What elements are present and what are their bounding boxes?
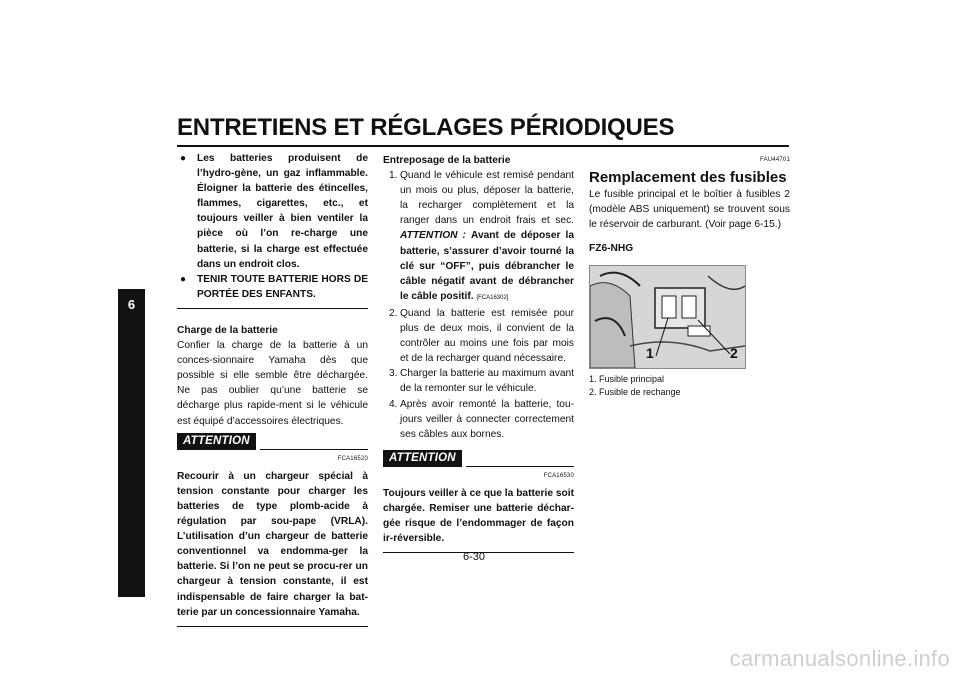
bullet-icon: ● xyxy=(180,153,187,164)
warning-list xyxy=(177,151,368,302)
attention-header xyxy=(177,433,368,450)
chapter-tab: 6 xyxy=(118,289,145,597)
attention-inline-label: ATTENTION : xyxy=(400,230,466,242)
attention-code: FCA16520 xyxy=(337,455,368,462)
divider xyxy=(177,308,368,309)
fuse-illustration xyxy=(590,266,745,368)
attention-inline-text: Avant de déposer la batterie, s’assurer d’avoir tourné la clé sur “OFF”, puis débrancher le câble négatif avant de débrancher le câble positif. xyxy=(400,230,574,302)
attention-header xyxy=(383,450,574,467)
divider xyxy=(177,626,368,627)
attention-text: Toujours veiller à ce que la batterie soit chargée. Remiser une batterie déchar-gée risque de l’endommager de façon ir-réversible. xyxy=(383,487,574,545)
figure-captions xyxy=(589,373,790,399)
watermark: carmanualsonline.info xyxy=(729,646,950,671)
section-text: Le fusible principal et le boîtier à fusibles 2 (modèle ABS uniquement) se trouvent sous le réservoir de carburant. (Voir page 6-15.) xyxy=(589,189,790,231)
caption-item: 2. Fusible de rechange xyxy=(589,386,681,397)
section-title: Remplacement des fusibles xyxy=(589,169,787,187)
attention-code: FCA16530 xyxy=(543,472,574,479)
warning-item: ● Les batteries produisent de l’hydro-gène, un gaz inflammable. Éloigner la batterie des étincelles, flammes, cigarettes, etc., et toujours veiller à bien ventiler la pièce où l’on re-charge une batterie, si la charge est effectuée dans un endroit clos. xyxy=(180,153,368,270)
column-1 xyxy=(177,151,368,633)
list-item: 1. Quand le véhicule est remisé pendant un mois ou plus, déposer la batterie, la recharger complètement et la ranger dans un endroit frais et sec. ATTENTION : Avant de déposer la batterie, s’assurer d’avoir tourné la clé sur “OFF”, puis débrancher le câble négatif avant de débrancher le câble positif. [FCA16302] xyxy=(389,170,574,302)
callout-2: 2 xyxy=(730,344,738,361)
storage-steps xyxy=(383,168,574,442)
attention-badge: ATTENTION xyxy=(383,450,462,467)
page-number: 6-30 xyxy=(463,551,486,563)
list-item: 2. Quand la batterie est remisée pour plus de deux mois, il convient de la contrôler au moins une fois par mois et de la recharger quand nécessaire. xyxy=(389,307,574,365)
list-item: 3. Charger la batterie au maximum avant de la remonter sur le véhicule. xyxy=(389,368,574,395)
fuse-photo xyxy=(589,265,746,369)
attention-text: Recourir à un chargeur spécial à tension constante pour charger les batteries de type plomb-acide à régulation par sou-pape (VRLA). L’utilisation d’un chargeur de batterie conventionnel va endomma-ger la batterie. Si l’on ne peut se procu-rer un chargeur à tension constante, il est indispensable de faire charger la bat-terie par un concessionnaire Yamaha. xyxy=(177,470,368,618)
column-2 xyxy=(383,151,574,559)
storage-heading: Entreposage de la batterie xyxy=(383,155,511,166)
bullet-icon: ● xyxy=(180,273,187,285)
charge-text: Confier la charge de la batterie à un conces-sionnaire Yamaha dès que possible si elle semble être déchargée. Ne pas oublier qu’une batterie se décharge plus rapide-ment si le véhicule est équipé d’accessoires électriques. xyxy=(177,340,368,427)
title-rule xyxy=(177,145,789,147)
charge-heading: Charge de la batterie xyxy=(177,324,278,336)
callout-1: 1 xyxy=(646,344,654,361)
warning-item: ● TENIR TOUTE BATTERIE HORS DE PORTÉE DES ENFANTS. xyxy=(180,273,368,300)
list-item: 4. Après avoir remonté la batterie, tou-jours veiller à connecter correctement ses câbles aux bornes. xyxy=(389,398,574,440)
caption-item: 1. Fusible principal xyxy=(589,373,665,384)
page-title: ENTRETIENS ET RÉGLAGES PÉRIODIQUES xyxy=(177,114,675,141)
attention-badge: ATTENTION xyxy=(177,433,256,450)
attention-inline-code: [FCA16302] xyxy=(476,294,509,301)
model-label: FZ6-NHG xyxy=(589,243,634,255)
column-3 xyxy=(589,151,790,399)
attention-line xyxy=(466,466,574,467)
section-code: FAU44701 xyxy=(760,157,790,163)
attention-line xyxy=(260,449,368,450)
